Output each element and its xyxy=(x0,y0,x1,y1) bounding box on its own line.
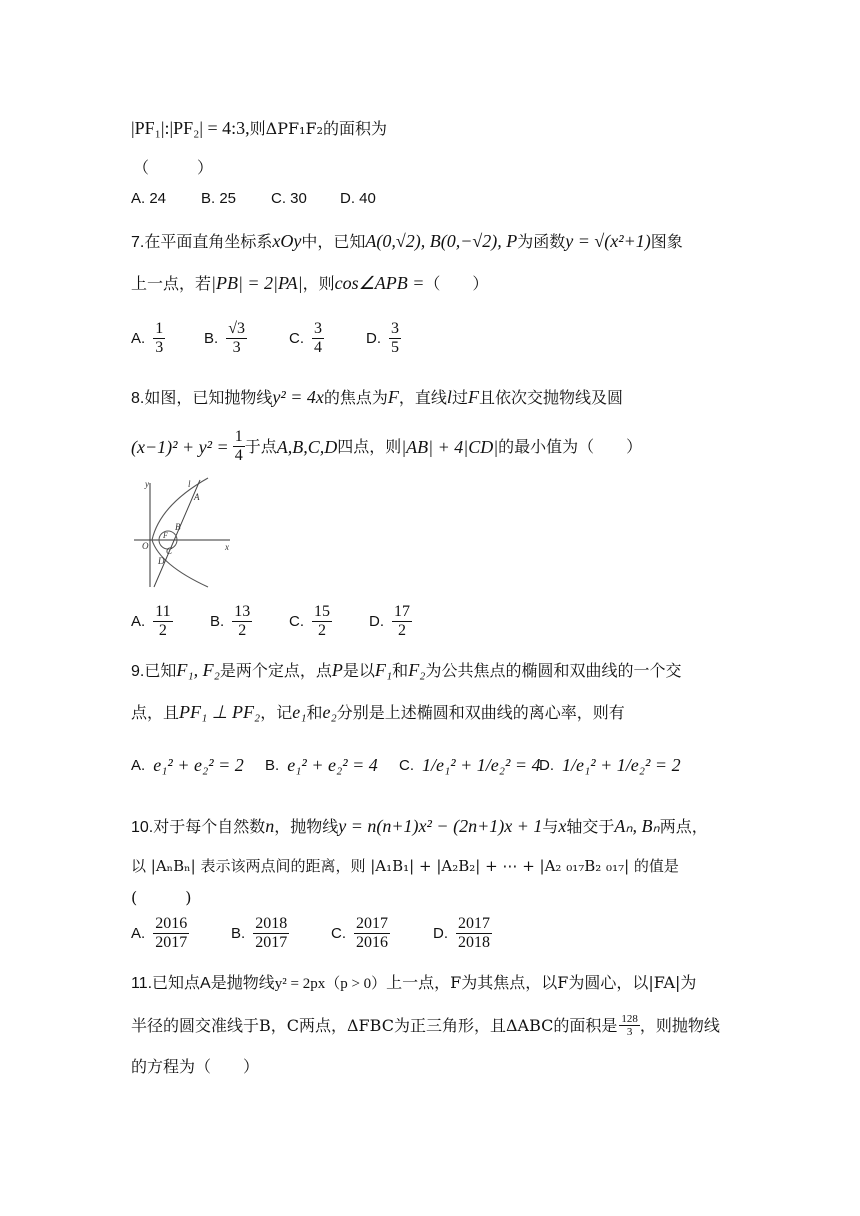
denominator: 2 xyxy=(398,622,406,639)
q10-math: x xyxy=(558,816,567,836)
q9-text: 为公共焦点的椭圆和双曲线的一个交 xyxy=(425,661,682,680)
q9-text: 9.已知 xyxy=(131,663,177,680)
q8-math: A,B,C,D xyxy=(276,436,338,457)
q10-text: ，抛物线 xyxy=(274,817,339,836)
numerator: √3 xyxy=(228,320,245,337)
q7-text: 上一点，若 xyxy=(131,274,212,293)
q8-option-a[interactable] xyxy=(131,603,173,640)
q9-text: 是两个定点，点 xyxy=(219,661,332,680)
q6-option-b[interactable]: B. 25 xyxy=(201,190,237,207)
label-O: O xyxy=(142,541,149,551)
option-expr: 1/e₁² + 1/e₂² = 2 xyxy=(562,755,681,775)
q7-text: 图象 xyxy=(650,232,683,251)
denominator: 5 xyxy=(391,339,399,356)
label-F: F xyxy=(163,531,168,540)
q8-math: (x−1)² + y² = xyxy=(131,436,229,457)
q7-answer-paren: （ ） xyxy=(424,274,489,293)
q8-text: 且依次交抛物线及圆 xyxy=(478,388,623,407)
option-label: C. xyxy=(289,613,304,630)
numerator: 13 xyxy=(234,603,251,620)
numerator: 1 xyxy=(234,428,243,445)
q8-line-1 xyxy=(131,386,623,410)
label-l: l xyxy=(188,479,191,489)
q7-math: y = √(x²+1) xyxy=(565,231,651,251)
q8-figure xyxy=(130,475,235,590)
option-label: B. xyxy=(231,925,246,942)
q11-text: 11.已知点A是抛物线 xyxy=(131,975,275,992)
q9-option-c[interactable] xyxy=(399,755,541,776)
q10-line-1 xyxy=(131,815,708,839)
q6-stem-line xyxy=(131,117,387,140)
denominator: 2016 xyxy=(356,934,388,951)
numerator: 1 xyxy=(155,320,164,337)
q10-line-2: 以 |AₙBₙ| 表示该两点间的距离，则 |A₁B₁| + |A₂B₂| + ⋯ + |A₂ ₀₁₇B₂ ₀₁₇| 的值是 xyxy=(131,857,679,875)
q10-text: 两点， xyxy=(659,817,708,836)
q10-option-a[interactable] xyxy=(131,915,189,952)
option-label: D. xyxy=(539,757,554,774)
q9-math: e₂ xyxy=(322,702,337,722)
numerator: 2017 xyxy=(458,915,490,932)
numerator: 15 xyxy=(314,603,330,620)
denominator: 2 xyxy=(318,622,326,639)
option-label: C. xyxy=(289,330,304,347)
q7-line-1 xyxy=(131,230,683,254)
denominator: 3 xyxy=(626,1026,633,1038)
q10-option-c[interactable] xyxy=(331,915,390,952)
q9-math: e₁ xyxy=(292,702,307,722)
label-y: y xyxy=(145,479,149,489)
option-label: A. xyxy=(131,330,146,347)
q7-math: xOy xyxy=(272,231,302,251)
q9-math: PF₁ ⊥ PF₂ xyxy=(179,702,261,722)
q8-math: y² = 4x xyxy=(272,387,324,407)
q10-text: 与 xyxy=(542,817,559,836)
q8-math: l xyxy=(446,387,452,407)
denominator: 2017 xyxy=(255,934,288,951)
q9-option-a[interactable] xyxy=(131,755,244,776)
denominator: 3 xyxy=(232,339,241,356)
q8-math: |AB| + 4|CD| xyxy=(401,436,499,457)
denominator: 4 xyxy=(314,339,322,356)
denominator: 4 xyxy=(234,447,243,464)
q8-text: 过 xyxy=(451,388,468,407)
q7-line-2 xyxy=(131,272,488,295)
denominator: 2 xyxy=(158,622,167,639)
q7-option-c[interactable] xyxy=(289,320,324,357)
label-x: x xyxy=(225,542,229,552)
numerator: 11 xyxy=(155,603,171,620)
q6-stem-text: 则ΔPF₁F₂的面积为 xyxy=(249,119,388,138)
q11-text: 半径的圆交准线于B，C两点，ΔFBC为正三角形，且ΔABC的面积是 xyxy=(131,1015,618,1035)
q9-text: ，记 xyxy=(260,703,293,722)
option-label: D. xyxy=(369,613,384,630)
q9-math: F₁ xyxy=(374,660,393,680)
option-label: D. xyxy=(433,925,448,942)
q9-line-2 xyxy=(131,701,625,724)
q7-text: 7.在平面直角坐标系 xyxy=(131,234,273,251)
q8-math: F xyxy=(467,387,479,407)
numerator: 128 xyxy=(621,1013,638,1025)
q11-line-2 xyxy=(131,1013,720,1038)
numerator: 17 xyxy=(394,603,410,620)
q11-text: ，则抛物线 xyxy=(639,1015,720,1035)
q8-option-c[interactable] xyxy=(289,603,332,640)
q9-text: 和 xyxy=(306,703,323,722)
option-label: D. xyxy=(366,330,381,347)
q8-option-d[interactable] xyxy=(369,603,412,640)
q7-math: A(0,√2), B(0,−√2), P xyxy=(365,231,518,251)
q7-text: 为函数 xyxy=(517,232,566,251)
q7-text: 中，已知 xyxy=(301,232,366,251)
denominator: 2018 xyxy=(458,934,490,951)
q10-math: n xyxy=(265,816,275,836)
q11-math: y² = 2px（p > 0） xyxy=(274,976,387,992)
q6-option-d[interactable]: D. 40 xyxy=(340,190,376,207)
q8-text: 的焦点为 xyxy=(323,388,388,407)
q10-math: Aₙ, Bₙ xyxy=(614,816,660,836)
label-C: C xyxy=(166,546,173,556)
q8-text: ，直线 xyxy=(398,388,447,407)
q7-option-b[interactable] xyxy=(204,320,247,357)
q10-answer-paren: ( ) xyxy=(131,888,192,907)
numerator: 2018 xyxy=(255,915,288,932)
option-expr: e₁² + e₂² = 4 xyxy=(287,755,378,775)
q11-line-1 xyxy=(131,972,696,995)
q6-option-c[interactable]: C. 30 xyxy=(271,190,307,207)
option-label: B. xyxy=(265,757,280,774)
q9-text: 点，且 xyxy=(131,703,180,722)
option-label: A. xyxy=(131,925,146,942)
q11-line-3: 的方程为（ ） xyxy=(131,1057,260,1076)
q7-option-d[interactable] xyxy=(366,320,401,357)
parabola xyxy=(152,478,208,587)
option-expr: 1/e₁² + 1/e₂² = 4 xyxy=(422,755,541,775)
q9-math: F₁, F₂ xyxy=(176,660,220,680)
q9-text: 分别是上述椭圆和双曲线的离心率，则有 xyxy=(336,703,625,722)
numerator: 3 xyxy=(391,320,399,337)
q7-text: ，则 xyxy=(302,274,335,293)
label-A: A xyxy=(194,492,200,502)
numerator: 2016 xyxy=(155,915,188,932)
q8-text: 于点 xyxy=(244,436,277,456)
q8-option-b[interactable] xyxy=(210,603,252,640)
denominator: 2 xyxy=(238,622,247,639)
q9-text: 和 xyxy=(392,661,409,680)
q9-text: 是以 xyxy=(342,661,375,680)
numerator: 2017 xyxy=(356,915,388,932)
q9-math: F₂ xyxy=(408,660,426,680)
q9-line-1 xyxy=(131,659,681,683)
label-B: B xyxy=(175,522,181,532)
q8-math: F xyxy=(387,387,399,407)
q10-option-d[interactable] xyxy=(433,915,492,952)
q8-text: 四点，则 xyxy=(337,436,402,456)
option-label: B. xyxy=(210,613,225,630)
q10-math: y = n(n+1)x² − (2n+1)x + 1 xyxy=(338,816,543,836)
q6-ratio-formula: |PF₁|:|PF₂| = 4:3, xyxy=(131,118,250,138)
denominator: 3 xyxy=(155,339,164,356)
q10-text: 轴交于 xyxy=(566,817,615,836)
q9-option-b[interactable] xyxy=(265,755,378,776)
q6-answer-paren: （ ） xyxy=(133,158,214,177)
q7-math: cos∠APB = xyxy=(334,273,425,293)
q8-text: 8.如图，已知抛物线 xyxy=(131,390,273,407)
option-label: A. xyxy=(131,757,146,774)
option-label: C. xyxy=(399,757,414,774)
q9-option-d[interactable] xyxy=(539,755,681,776)
option-label: A. xyxy=(131,613,146,630)
option-label: B. xyxy=(204,330,219,347)
option-label: C. xyxy=(331,925,346,942)
q10-text: 10.对于每个自然数 xyxy=(131,819,266,836)
q8-text: 的最小值为（ ） xyxy=(498,436,643,456)
denominator: 2017 xyxy=(155,934,188,951)
q11-text: 上一点，F为其焦点，以F为圆心，以|FA|为 xyxy=(386,973,697,992)
q7-math: |PB| = 2|PA| xyxy=(211,273,303,293)
option-expr: e₁² + e₂² = 2 xyxy=(153,755,244,775)
label-D: D xyxy=(158,556,165,566)
numerator: 3 xyxy=(314,320,322,337)
q6-option-a[interactable]: A. 24 xyxy=(131,190,167,207)
q8-line-2 xyxy=(131,428,642,465)
q9-math: P xyxy=(331,660,343,680)
q10-option-b[interactable] xyxy=(231,915,289,952)
q7-option-a[interactable] xyxy=(131,320,165,357)
